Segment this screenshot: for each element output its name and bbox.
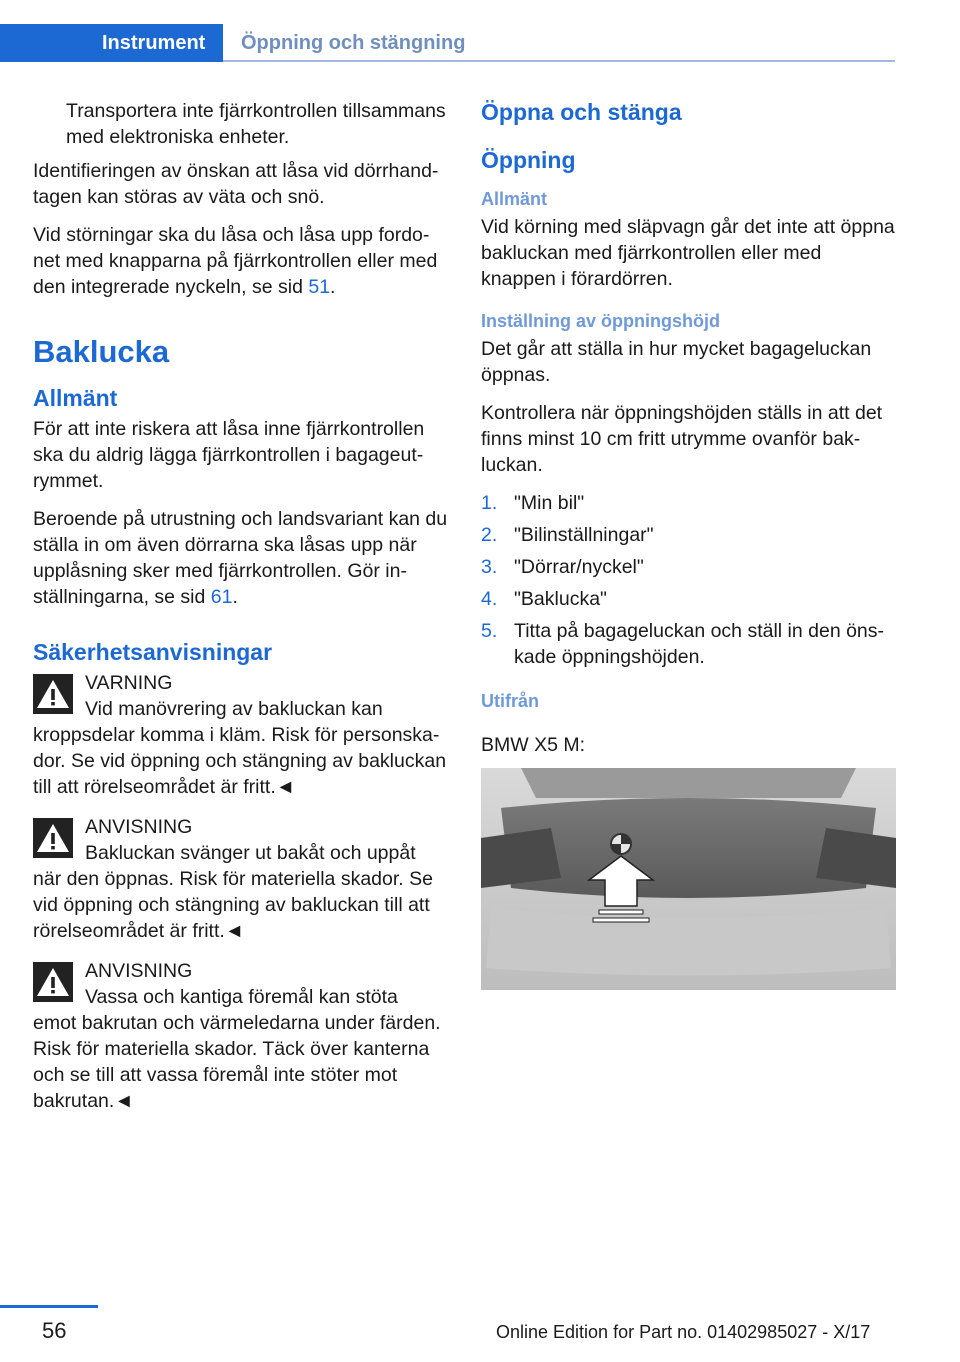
- heading-installning: Inställning av öppningshöjd: [481, 311, 720, 331]
- left-column: [33, 98, 448, 1128]
- notice-first-line: Bakluckan svänger ut bakåt och uppåt: [85, 842, 416, 864]
- paragraph: Beroende på utrustning och landsvariant kan du ställa in om även dörrarna ska låsas upp när upplåsning sker med fjärrkontrollen. Gör inställningarna, se sid 61.: [33, 508, 448, 608]
- paragraph: Kontrollera när öppningshöjden ställs in att det finns minst 10 cm fritt utrymme ovanför bakluckan.: [481, 402, 883, 476]
- right-column: [481, 98, 896, 997]
- tailgate-photo: [481, 768, 896, 990]
- notice-text: när den öppnas. Risk för materiella skador. Se vid öppning och stängning av bakluckan till att rörelseområdet är fritt.◄: [33, 868, 433, 942]
- warning-text: kroppsdelar komma i kläm. Risk för personskador. Se vid öppning och stängning av bakluckan till att rörelseområdet är fritt.◄: [33, 724, 447, 798]
- paragraph-indent: Transportera inte fjärrkontrollen tillsammans med elektroniska enheter.: [66, 100, 446, 148]
- notice-title: ANVISNING: [85, 816, 193, 838]
- paragraph: Det går att ställa in hur mycket bagageluckan öppnas.: [481, 338, 872, 386]
- edition-text: Online Edition for Part no. 01402985027 - X/17: [496, 1322, 871, 1342]
- heading-oppna-och-stanga: Öppna och stänga: [481, 99, 682, 125]
- model-label: BMW X5 M:: [481, 734, 586, 756]
- warning-triangle-icon: [33, 674, 73, 714]
- list-item: 5. Titta på bagageluckan och ställ in den önskade öppningshöjden.: [481, 620, 885, 668]
- tab-instrument[interactable]: Instrument: [0, 24, 223, 62]
- notice-first-line: Vassa och kantiga föremål kan stöta: [85, 986, 398, 1008]
- notice-block: [33, 958, 448, 1114]
- heading-utifran: Utifrån: [481, 691, 539, 711]
- notice-block: [33, 814, 448, 944]
- warning-title: VARNING: [85, 672, 173, 694]
- paragraph: Vid störningar ska du låsa och låsa upp fordonet med knapparna på fjärrkontrollen eller med den integrerade nyckeln, se sid 51.: [33, 224, 438, 298]
- list-item: 3. "Dörrar/nyckel": [481, 556, 644, 578]
- footer-rule: [0, 1305, 98, 1308]
- paragraph: Vid körning med släpvagn går det inte att öppna bakluckan med fjärrkontrollen eller med knappen i förardörren.: [481, 216, 895, 290]
- list-item: 4. "Baklucka": [481, 588, 607, 610]
- heading-allmant: Allmänt: [481, 189, 548, 209]
- header-rule: [223, 60, 895, 62]
- page-header: [0, 0, 960, 62]
- list-item: 1. "Min bil": [481, 492, 585, 514]
- list-item: 2. "Bilinställningar": [481, 524, 654, 546]
- warning-triangle-icon: [33, 818, 73, 858]
- heading-sakerhetsanvisningar: Säkerhetsanvisningar: [33, 639, 273, 665]
- heading-allmant: Allmänt: [33, 385, 118, 411]
- warning-first-line: Vid manövrering av bakluckan kan: [85, 698, 383, 720]
- warning-triangle-icon: [33, 962, 73, 1002]
- notice-text: emot bakrutan och värmeledarna under färden. Risk för materiella skador. Täck över kanterna och se till att vassa föremål inte stöter mot bakrutan.◄: [33, 1012, 441, 1112]
- tab-oppning-och-stangning[interactable]: Öppning och stängning: [241, 32, 466, 54]
- page-link-61[interactable]: 61: [210, 586, 233, 608]
- page-number: 56: [42, 1318, 67, 1343]
- notice-title: ANVISNING: [85, 960, 193, 982]
- paragraph: Identifieringen av önskan att låsa vid dörrhandtagen kan störas av väta och snö.: [33, 160, 439, 208]
- heading-oppning: Öppning: [481, 147, 576, 173]
- steps-list: [481, 490, 896, 670]
- warning-block: [33, 670, 448, 800]
- paragraph: För att inte riskera att låsa inne fjärrkontrollen ska du aldrig lägga fjärrkontrollen i bagageutrymmet.: [33, 418, 425, 492]
- heading-baklucka: Baklucka: [33, 334, 170, 369]
- page-link-51[interactable]: 51: [308, 276, 331, 298]
